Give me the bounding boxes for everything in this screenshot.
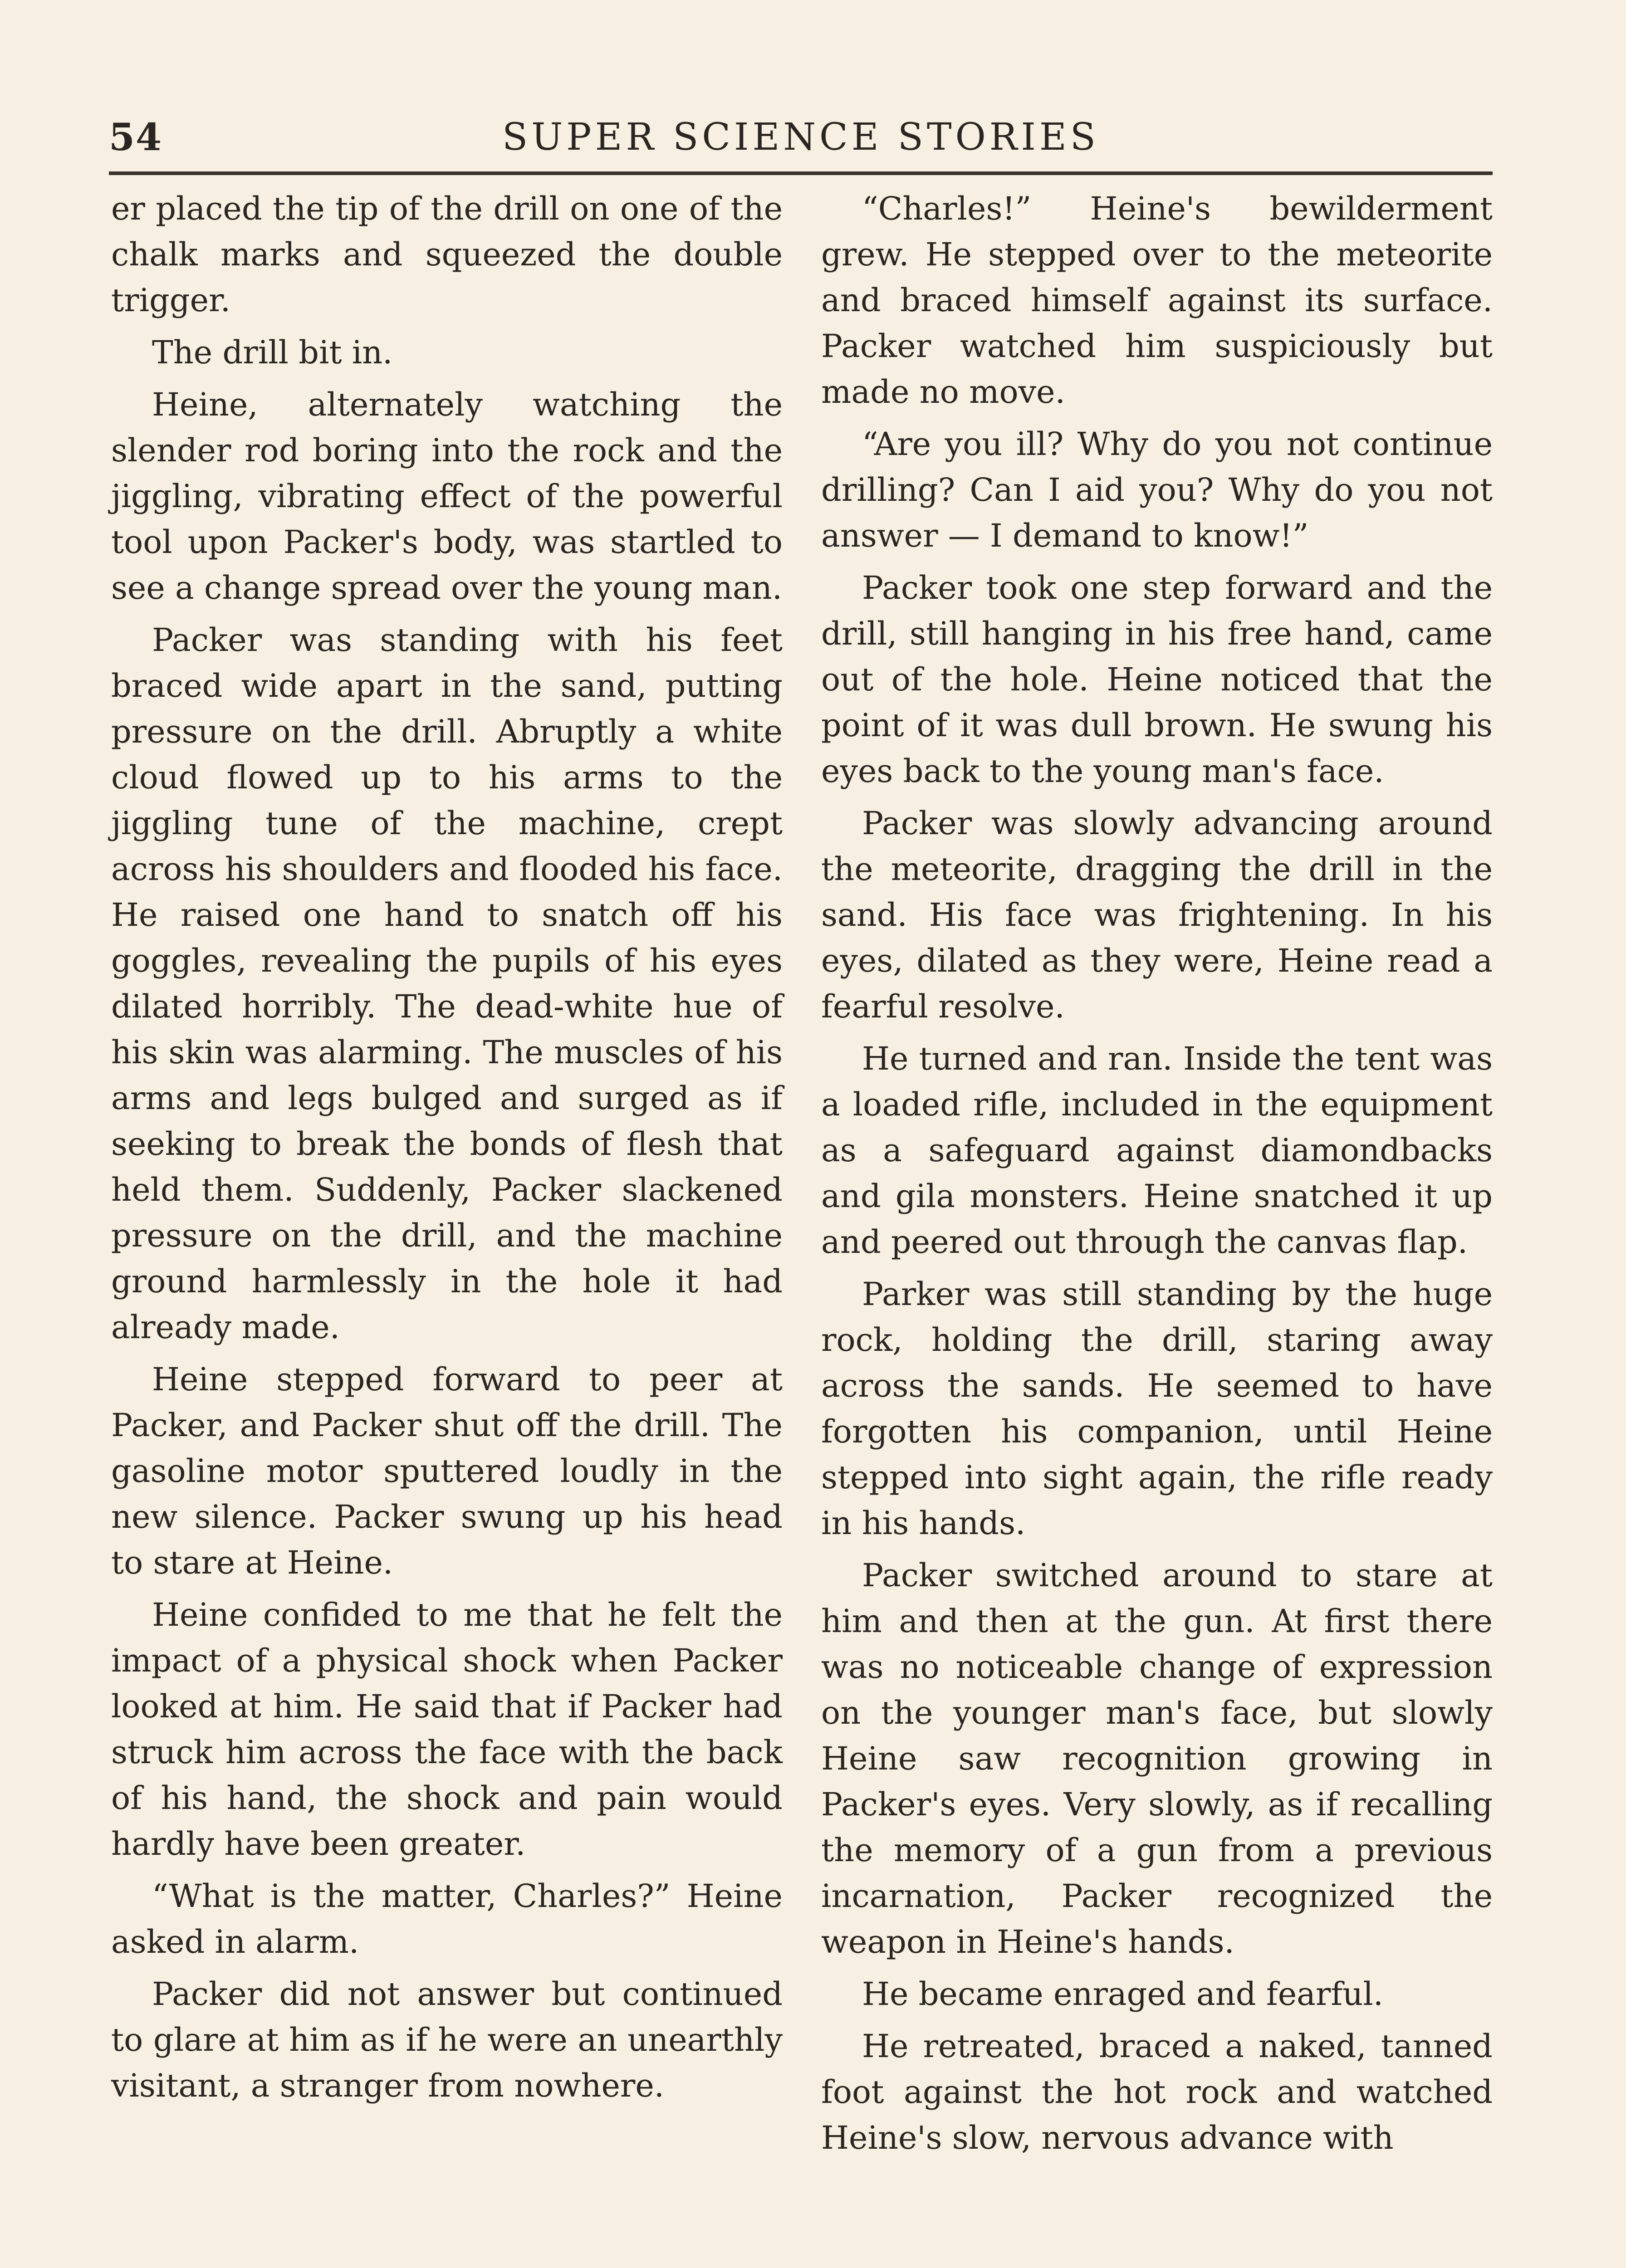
running-title: SUPER SCIENCE STORIES — [502, 116, 1099, 159]
paragraph: Heine stepped forward to peer at Packer, and Packer shut off the drill. The gasoline motor sputtered loudly in the new silence. Packer swung up his head to stare at Heine. — [111, 1361, 783, 1581]
paragraph: “Charles!” Heine's bewilderment grew. He stepped over to the meteorite and braced himself against its surface. Packer watched him suspiciously but made no move. — [821, 190, 1493, 411]
paragraph: Packer did not answer but continued to glare at him as if he were an unearthly visitant, a stranger from nowhere. — [111, 1975, 783, 2104]
paragraph: He retreated, braced a naked, tanned foot against the hot rock and watched Heine's slow, nervous advance with — [821, 2028, 1493, 2156]
right-column — [821, 186, 1493, 2167]
left-column — [111, 186, 783, 2115]
paragraph: He became enraged and fearful. — [862, 1975, 1383, 2013]
paragraph: He turned and ran. Inside the tent was a loaded rifle, included in the equipment as a safeguard against diamondbacks and gila monsters. Heine snatched it up and peered out through the canvas flap. — [821, 1040, 1493, 1261]
paragraph: Packer switched around to stare at him and then at the gun. At first there was no noticeable change of expression on the younger man's face, but slowly Heine saw recognition growing in Packer's eyes. Very slowly, as if recalling the memory of a gun from a previous incarnation, Packer recognized the weapon in Heine's hands. — [821, 1557, 1493, 1960]
paragraph: Packer was standing with his feet braced wide apart in the sand, putting pressure on the drill. Abruptly a white cloud flowed up to his arms to the jiggling tune of the machine, crept across his shoulders and flooded his face. He raised one hand to snatch off his goggles, revealing the pupils of his eyes dilated horribly. The dead-white hue of his skin was alarming. The muscles of his arms and legs bulged and surged as if seeking to break the bonds of flesh that held them. Suddenly, Packer slackened pressure on the drill, and the machine ground harmlessly in the hole it had already made. — [111, 621, 783, 1346]
paragraph: Packer was slowly advancing around the meteorite, dragging the drill in the sand. His face was frightening. In his eyes, dilated as they were, Heine read a fearful resolve. — [821, 805, 1493, 1025]
paragraph: Parker was still standing by the huge rock, holding the drill, staring away across the sands. He seemed to have forgotten his companion, until Heine stepped into sight again, the rifle ready in his hands. — [821, 1276, 1493, 1542]
paragraph: “Are you ill? Why do you not continue drilling? Can I aid you? Why do you not answer — I demand to know!” — [821, 425, 1493, 554]
paragraph: Heine, alternately watching the slender rod boring into the rock and the jiggling, vibrating effect of the powerful tool upon Packer's body, was startled to see a change spread over the young man. — [111, 386, 783, 606]
header-rule — [109, 171, 1493, 175]
paragraph: er placed the tip of the drill on one of the chalk marks and squeezed the double trigger. — [111, 190, 783, 319]
paragraph: Packer took one step forward and the drill, still hanging in his free hand, came out of the hole. Heine noticed that the point of it was dull brown. He swung his eyes back to the young man's face. — [821, 569, 1493, 790]
paragraph: Heine confided to me that he felt the impact of a physical shock when Packer looked at him. He said that if Packer had struck him across the face with the back of his hand, the shock and pain would hardly have been greater. — [111, 1596, 783, 1862]
page-number: 54 — [109, 116, 163, 159]
paragraph: The drill bit in. — [152, 334, 393, 371]
paragraph: “What is the matter, Charles?” Heine asked in alarm. — [111, 1877, 783, 1960]
page-header — [109, 116, 1493, 170]
